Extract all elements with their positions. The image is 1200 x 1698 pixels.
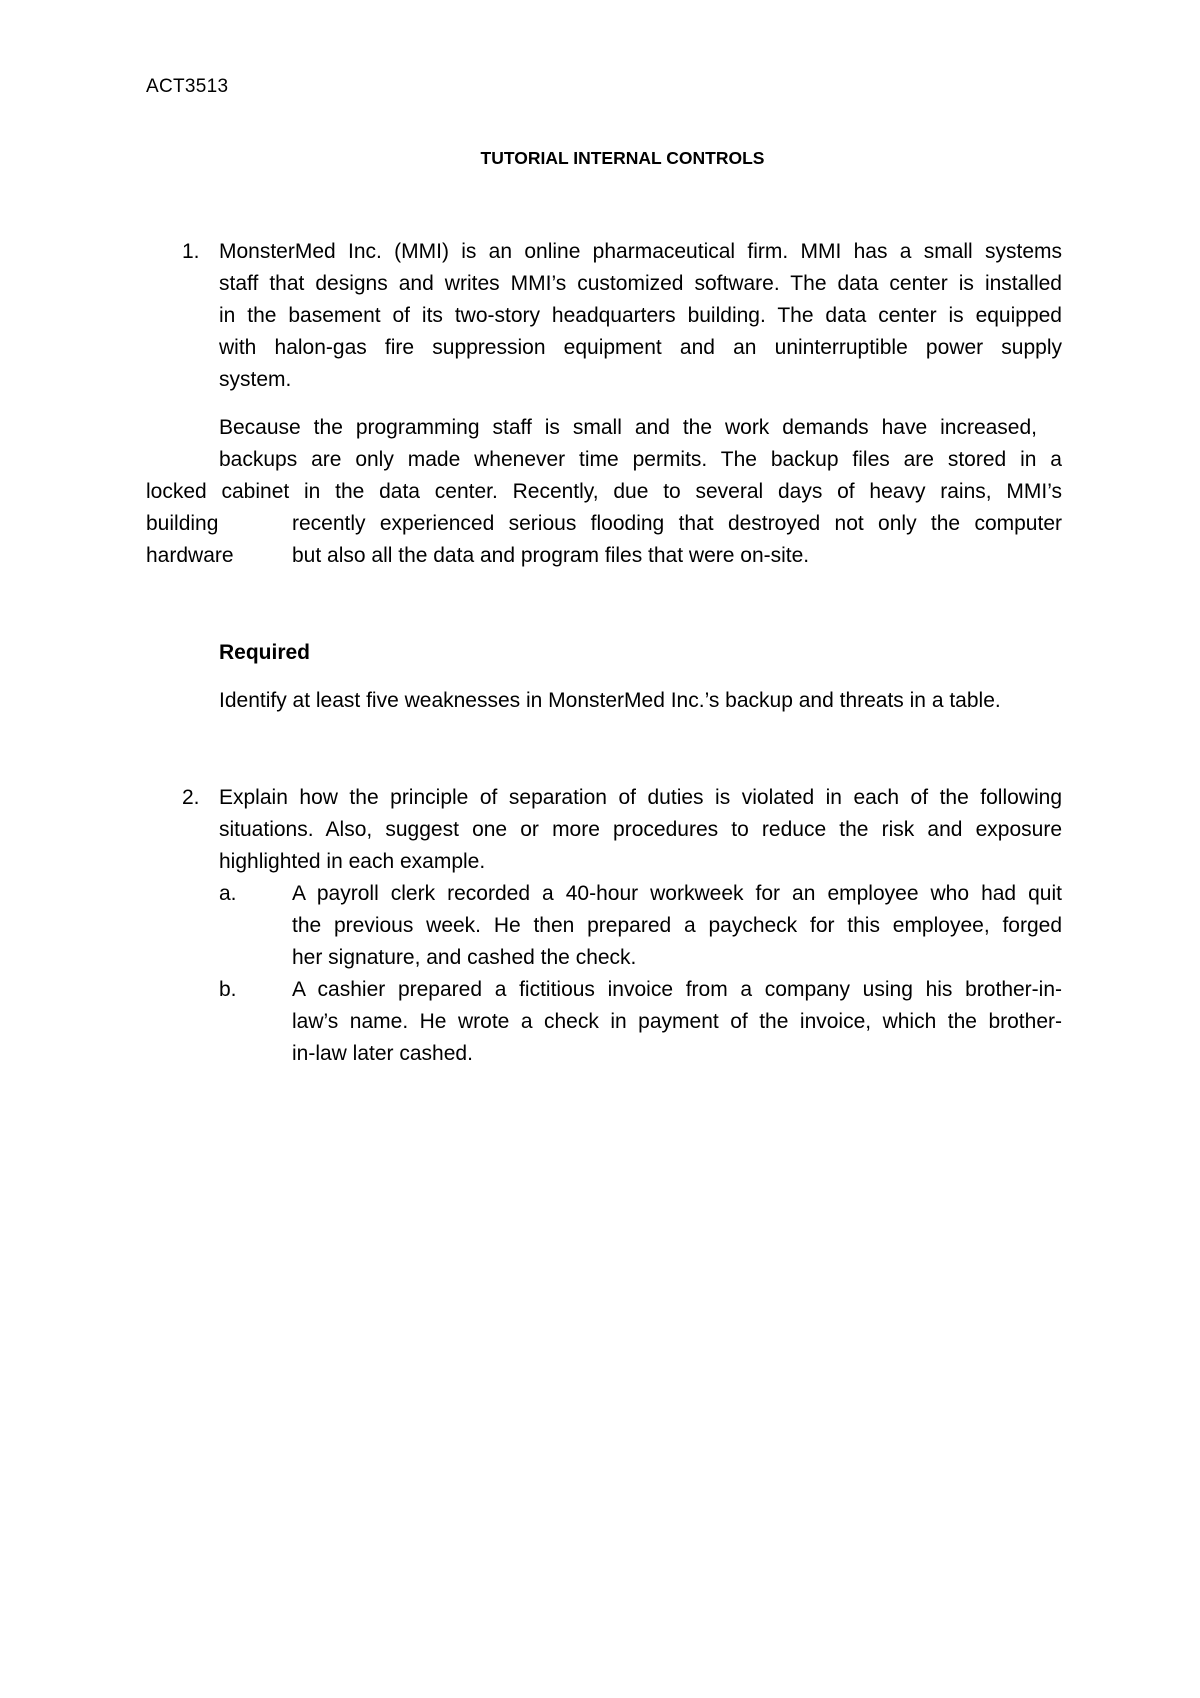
sub-item-a-line: the previous week. He then prepared a paycheck for this employee, forged bbox=[292, 914, 1062, 937]
sub-item-marker-a: a. bbox=[219, 882, 237, 905]
q1-para2-line: recently experienced serious flooding that destroyed not only the computer bbox=[292, 512, 1062, 535]
sub-item-a-line: A payroll clerk recorded a 40-hour workweek for an employee who had quit bbox=[292, 882, 1062, 905]
course-code: ACT3513 bbox=[146, 76, 229, 97]
q1-para2-line: Because the programming staff is small and the work demands have increased, bbox=[219, 416, 1037, 439]
question-1-number: 1. bbox=[182, 240, 200, 263]
q1-para2-line: but also all the data and program files that were on-site. bbox=[292, 544, 810, 567]
sub-item-a-line: her signature, and cashed the check. bbox=[292, 946, 637, 969]
q2-intro-line: Explain how the principle of separation of duties is violated in each of the following bbox=[219, 786, 1062, 809]
q1-para1-line: staff that designs and writes MMI’s customized software. The data center is installed bbox=[219, 272, 1062, 295]
document-title: TUTORIAL INTERNAL CONTROLS bbox=[480, 148, 765, 168]
q1-para1-line: with halon-gas fire suppression equipment and an uninterruptible power supply bbox=[219, 336, 1062, 359]
q1-para2-line: locked cabinet in the data center. Recently, due to several days of heavy rains, MMI’s bbox=[146, 480, 1062, 503]
q2-intro-line: situations. Also, suggest one or more procedures to reduce the risk and exposure bbox=[219, 818, 1062, 841]
sub-item-b-line: A cashier prepared a fictitious invoice from a company using his brother-in- bbox=[292, 978, 1062, 1001]
q1-para1-line: MonsterMed Inc. (MMI) is an online pharmaceutical firm. MMI has a small systems bbox=[219, 240, 1062, 263]
q1-para1-line: in the basement of its two-story headquarters building. The data center is equipped bbox=[219, 304, 1062, 327]
sub-item-b-line: in-law later cashed. bbox=[292, 1042, 473, 1065]
required-heading: Required bbox=[219, 641, 311, 664]
q1-para1-line: system. bbox=[219, 368, 292, 391]
q2-intro-line: highlighted in each example. bbox=[219, 850, 486, 873]
sub-item-marker-b: b. bbox=[219, 978, 237, 1001]
sub-item-b-line: law’s name. He wrote a check in payment of the invoice, which the brother- bbox=[292, 1010, 1062, 1033]
required-text: Identify at least five weaknesses in MonsterMed Inc.’s backup and threats in a table. bbox=[219, 689, 1001, 712]
q1-para2-line-lead: hardware bbox=[146, 544, 234, 567]
q1-para2-line-lead: building bbox=[146, 512, 219, 535]
question-2-number: 2. bbox=[182, 786, 200, 809]
q1-para2-line: backups are only made whenever time permits. The backup files are stored in a bbox=[219, 448, 1062, 471]
